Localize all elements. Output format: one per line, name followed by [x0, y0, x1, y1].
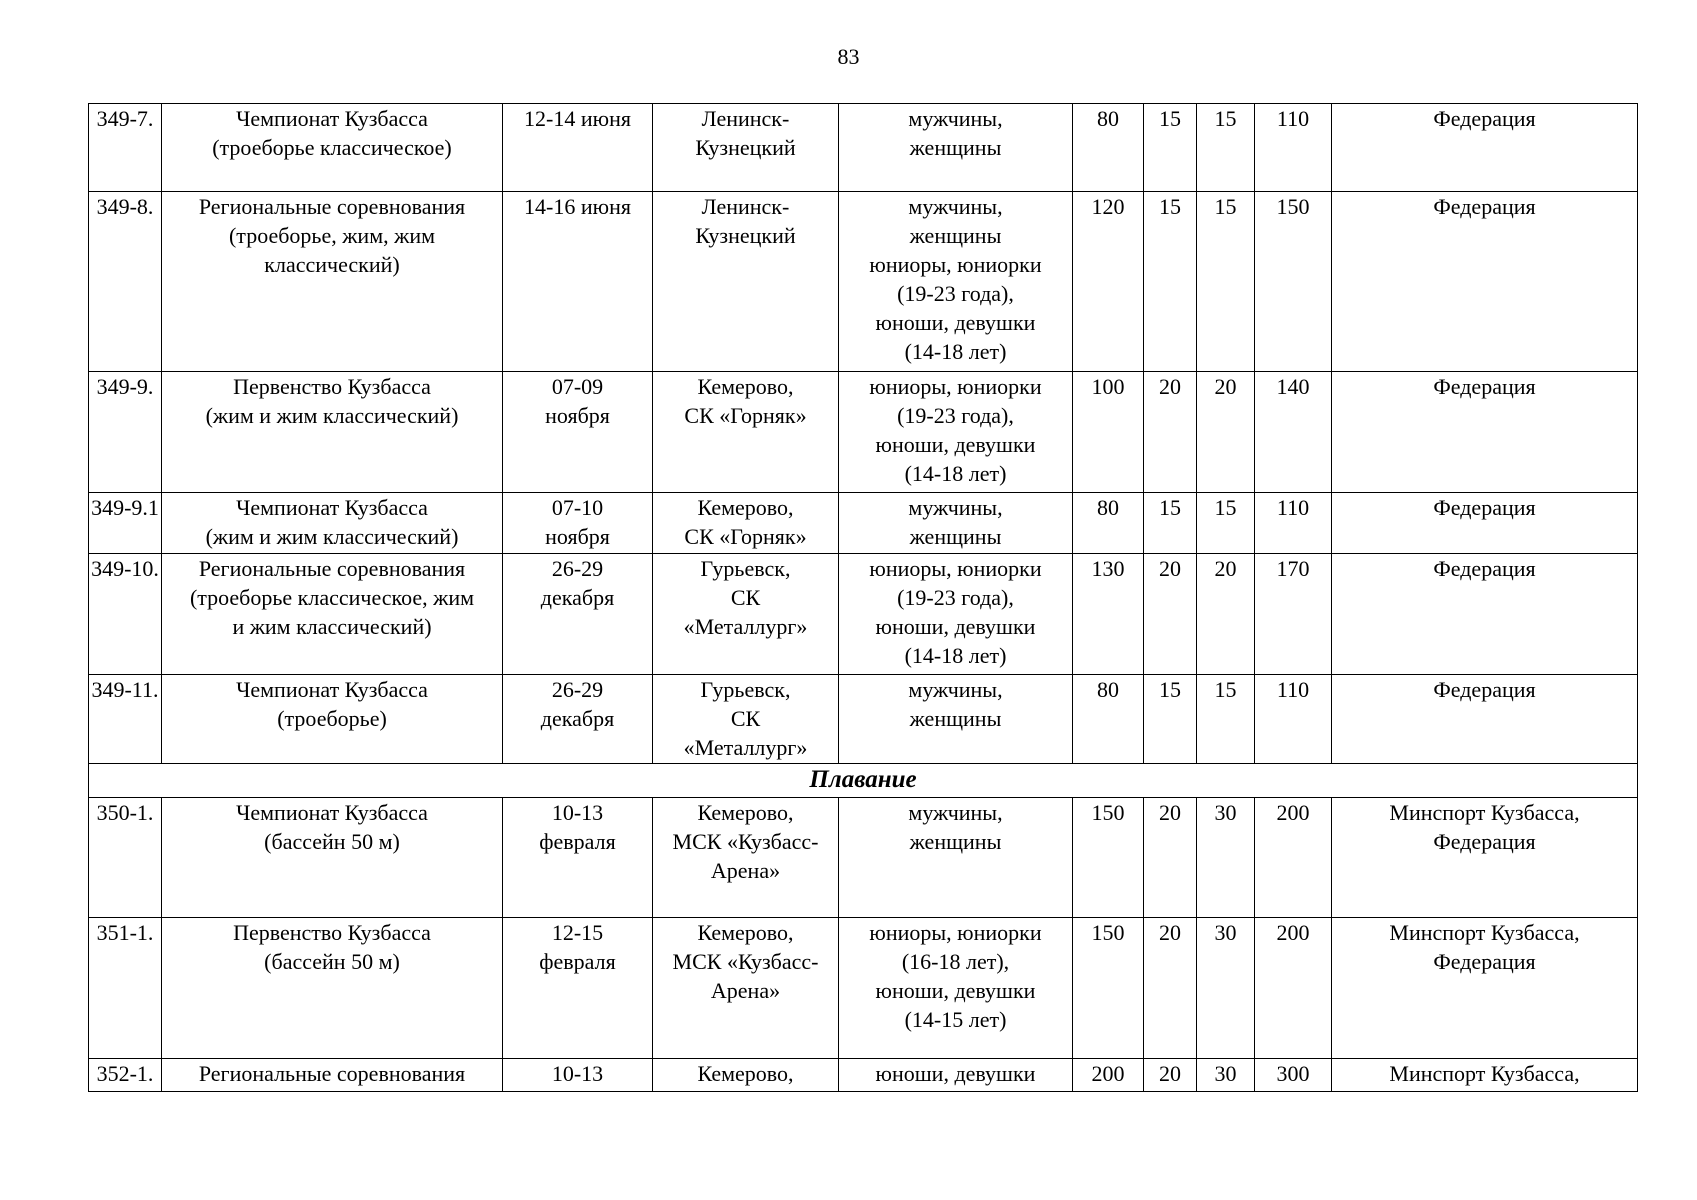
cell-dates	[503, 493, 653, 554]
cell-total: 200	[1255, 918, 1332, 1059]
cell-line: юниоры, юниорки	[869, 556, 1042, 581]
section-title: Плавание	[89, 764, 1638, 798]
cell-event	[162, 1059, 503, 1092]
cell-line: Гурьевск,	[700, 677, 791, 702]
cell-line: февраля	[539, 829, 616, 854]
table-row	[89, 798, 1638, 918]
cell-count-1: 120	[1073, 192, 1144, 372]
cell-line: Федерация	[1433, 374, 1536, 399]
cell-line: Ленинск-	[701, 194, 790, 219]
cell-line: женщины	[909, 524, 1002, 549]
cell-organizer	[1332, 104, 1638, 192]
section-header-row	[89, 764, 1638, 798]
cell-count-1: 150	[1073, 798, 1144, 918]
cell-total: 110	[1255, 675, 1332, 764]
cell-line: Кемерово,	[697, 920, 794, 945]
cell-organizer	[1332, 798, 1638, 918]
cell-line: юноши, девушки	[875, 310, 1036, 335]
cell-event	[162, 372, 503, 493]
page-number: 83	[837, 44, 860, 69]
cell-count-1: 80	[1073, 104, 1144, 192]
cell-line: декабря	[540, 585, 615, 610]
cell-count-3: 15	[1197, 104, 1255, 192]
cell-line: МСК «Кузбасс-	[672, 949, 819, 974]
cell-line: Кемерово,	[697, 1061, 794, 1086]
cell-line: декабря	[540, 706, 615, 731]
cell-count-3: 20	[1197, 554, 1255, 675]
cell-dates	[503, 554, 653, 675]
cell-line: Федерация	[1433, 677, 1536, 702]
cell-event	[162, 104, 503, 192]
cell-dates	[503, 372, 653, 493]
cell-total: 170	[1255, 554, 1332, 675]
cell-line: (троеборье)	[277, 706, 387, 731]
table-row	[89, 192, 1638, 372]
cell-line: (жим и жим классический)	[205, 403, 459, 428]
cell-line: юниоры, юниорки	[869, 252, 1042, 277]
cell-count-1: 150	[1073, 918, 1144, 1059]
table-row	[89, 493, 1638, 554]
cell-count-2: 15	[1144, 675, 1197, 764]
cell-number: 352-1.	[89, 1059, 162, 1092]
cell-event	[162, 554, 503, 675]
cell-number: 349-10.	[89, 554, 162, 675]
cell-line: 12-14 июня	[524, 106, 631, 131]
cell-count-2: 15	[1144, 493, 1197, 554]
cell-total: 110	[1255, 104, 1332, 192]
cell-number: 349-9.1	[89, 493, 162, 554]
competition-schedule-table	[88, 103, 1638, 1092]
cell-dates	[503, 798, 653, 918]
cell-line: Арена»	[710, 978, 781, 1003]
cell-participants	[839, 554, 1073, 675]
cell-line: «Металлург»	[683, 735, 808, 760]
cell-participants	[839, 493, 1073, 554]
cell-participants	[839, 918, 1073, 1059]
cell-line: женщины	[909, 135, 1002, 160]
cell-number: 349-7.	[89, 104, 162, 192]
table-row	[89, 1059, 1638, 1092]
cell-line: мужчины,	[908, 677, 1003, 702]
cell-line: «Металлург»	[683, 614, 808, 639]
cell-place	[653, 675, 839, 764]
cell-count-2: 20	[1144, 372, 1197, 493]
cell-line: Кемерово,	[697, 374, 794, 399]
cell-count-1: 130	[1073, 554, 1144, 675]
cell-line: Ленинск-	[701, 106, 790, 131]
cell-place	[653, 554, 839, 675]
cell-line: СК	[730, 585, 761, 610]
cell-line: Федерация	[1433, 194, 1536, 219]
cell-line: 10-13	[551, 1061, 604, 1086]
cell-event	[162, 675, 503, 764]
cell-line: мужчины,	[908, 800, 1003, 825]
cell-line: мужчины,	[908, 495, 1003, 520]
cell-total: 150	[1255, 192, 1332, 372]
cell-participants	[839, 675, 1073, 764]
cell-line: Минспорт Кузбасса,	[1389, 1061, 1580, 1086]
cell-count-2: 20	[1144, 554, 1197, 675]
cell-place	[653, 493, 839, 554]
cell-number: 349-11.	[89, 675, 162, 764]
table-row	[89, 372, 1638, 493]
cell-line: Первенство Кузбасса	[233, 374, 431, 399]
cell-count-2: 20	[1144, 1059, 1197, 1092]
cell-line: юноши, девушки	[875, 432, 1036, 457]
cell-line: Кемерово,	[697, 800, 794, 825]
cell-count-3: 15	[1197, 675, 1255, 764]
cell-organizer	[1332, 192, 1638, 372]
cell-line: 10-13	[551, 800, 604, 825]
cell-line: Региональные соревнования	[198, 556, 466, 581]
cell-line: 07-09	[551, 374, 604, 399]
cell-line: Кузнецкий	[695, 223, 796, 248]
cell-line: Первенство Кузбасса	[233, 920, 431, 945]
cell-line: юниоры, юниорки	[869, 374, 1042, 399]
cell-organizer	[1332, 1059, 1638, 1092]
cell-line: мужчины,	[908, 194, 1003, 219]
cell-line: (16-18 лет),	[901, 949, 1010, 974]
cell-participants	[839, 1059, 1073, 1092]
cell-line: Федерация	[1433, 106, 1536, 131]
cell-line: (жим и жим классический)	[205, 524, 459, 549]
cell-line: Арена»	[710, 858, 781, 883]
cell-organizer	[1332, 372, 1638, 493]
cell-count-3: 20	[1197, 372, 1255, 493]
cell-line: 26-29	[551, 677, 604, 702]
table-body	[89, 104, 1638, 1092]
cell-line: (14-18 лет)	[904, 643, 1007, 668]
cell-dates	[503, 918, 653, 1059]
table-row	[89, 675, 1638, 764]
cell-total: 300	[1255, 1059, 1332, 1092]
cell-total: 200	[1255, 798, 1332, 918]
cell-organizer	[1332, 675, 1638, 764]
cell-place	[653, 104, 839, 192]
cell-line: Чемпионат Кузбасса	[236, 800, 428, 825]
cell-place	[653, 798, 839, 918]
cell-line: (троеборье классическое, жим	[189, 585, 475, 610]
cell-dates	[503, 675, 653, 764]
cell-place	[653, 192, 839, 372]
cell-event	[162, 192, 503, 372]
cell-line: юниоры, юниорки	[869, 920, 1042, 945]
cell-line: ноября	[545, 403, 610, 428]
cell-event	[162, 493, 503, 554]
cell-line: Федерация	[1433, 495, 1536, 520]
table-row	[89, 104, 1638, 192]
cell-line: классический)	[264, 252, 400, 277]
cell-count-2: 20	[1144, 918, 1197, 1059]
cell-line: 14-16 июня	[524, 194, 631, 219]
cell-line: МСК «Кузбасс-	[672, 829, 819, 854]
cell-line: СК «Горняк»	[684, 524, 807, 549]
cell-count-3: 15	[1197, 192, 1255, 372]
cell-line: Федерация	[1433, 556, 1536, 581]
cell-total: 110	[1255, 493, 1332, 554]
cell-line: женщины	[909, 829, 1002, 854]
cell-line: (14-18 лет)	[904, 339, 1007, 364]
cell-number: 349-9.	[89, 372, 162, 493]
cell-organizer	[1332, 493, 1638, 554]
cell-place	[653, 1059, 839, 1092]
table-row	[89, 554, 1638, 675]
cell-number: 350-1.	[89, 798, 162, 918]
cell-line: 12-15	[551, 920, 604, 945]
cell-dates	[503, 104, 653, 192]
cell-count-2: 15	[1144, 192, 1197, 372]
cell-event	[162, 918, 503, 1059]
cell-count-3: 15	[1197, 493, 1255, 554]
cell-line: женщины	[909, 223, 1002, 248]
cell-line: (19-23 года),	[897, 281, 1014, 306]
cell-line: (бассейн 50 м)	[264, 949, 400, 974]
cell-line: (19-23 года),	[897, 403, 1014, 428]
cell-line: (троеборье, жим, жим	[228, 223, 436, 248]
cell-line: 07-10	[551, 495, 604, 520]
cell-line: ноября	[545, 524, 610, 549]
cell-count-1: 80	[1073, 493, 1144, 554]
cell-line: (троеборье классическое)	[212, 135, 452, 160]
cell-count-3: 30	[1197, 918, 1255, 1059]
cell-count-2: 20	[1144, 798, 1197, 918]
cell-organizer	[1332, 918, 1638, 1059]
cell-line: 26-29	[551, 556, 604, 581]
cell-line: Минспорт Кузбасса,	[1389, 920, 1580, 945]
cell-line: Федерация	[1433, 829, 1536, 854]
cell-line: Минспорт Кузбасса,	[1389, 800, 1580, 825]
cell-number: 349-8.	[89, 192, 162, 372]
cell-dates	[503, 1059, 653, 1092]
cell-line: (19-23 года),	[897, 585, 1014, 610]
table-row	[89, 918, 1638, 1059]
cell-number: 351-1.	[89, 918, 162, 1059]
cell-count-3: 30	[1197, 798, 1255, 918]
cell-line: (14-15 лет)	[904, 1007, 1007, 1032]
cell-line: юноши, девушки	[875, 978, 1036, 1003]
cell-place	[653, 918, 839, 1059]
cell-line: Чемпионат Кузбасса	[236, 106, 428, 131]
cell-count-1: 200	[1073, 1059, 1144, 1092]
cell-line: Гурьевск,	[700, 556, 791, 581]
cell-line: (бассейн 50 м)	[264, 829, 400, 854]
cell-line: Кузнецкий	[695, 135, 796, 160]
cell-participants	[839, 104, 1073, 192]
cell-count-3: 30	[1197, 1059, 1255, 1092]
cell-organizer	[1332, 554, 1638, 675]
cell-line: юноши, девушки	[875, 614, 1036, 639]
cell-line: мужчины,	[908, 106, 1003, 131]
cell-count-1: 100	[1073, 372, 1144, 493]
cell-line: СК «Горняк»	[684, 403, 807, 428]
cell-line: (14-18 лет)	[904, 461, 1007, 486]
cell-participants	[839, 192, 1073, 372]
cell-line: февраля	[539, 949, 616, 974]
cell-line: Чемпионат Кузбасса	[236, 677, 428, 702]
cell-line: Региональные соревнования	[198, 194, 466, 219]
cell-count-2: 15	[1144, 104, 1197, 192]
cell-count-1: 80	[1073, 675, 1144, 764]
cell-line: юноши, девушки	[875, 1061, 1036, 1086]
cell-event	[162, 798, 503, 918]
cell-place	[653, 372, 839, 493]
cell-total: 140	[1255, 372, 1332, 493]
cell-line: и жим классический)	[232, 614, 432, 639]
cell-line: женщины	[909, 706, 1002, 731]
cell-line: СК	[730, 706, 761, 731]
cell-line: Региональные соревнования	[198, 1061, 466, 1086]
cell-line: Чемпионат Кузбасса	[236, 495, 428, 520]
cell-line: Федерация	[1433, 949, 1536, 974]
cell-participants	[839, 372, 1073, 493]
cell-dates	[503, 192, 653, 372]
cell-participants	[839, 798, 1073, 918]
cell-line: Кемерово,	[697, 495, 794, 520]
